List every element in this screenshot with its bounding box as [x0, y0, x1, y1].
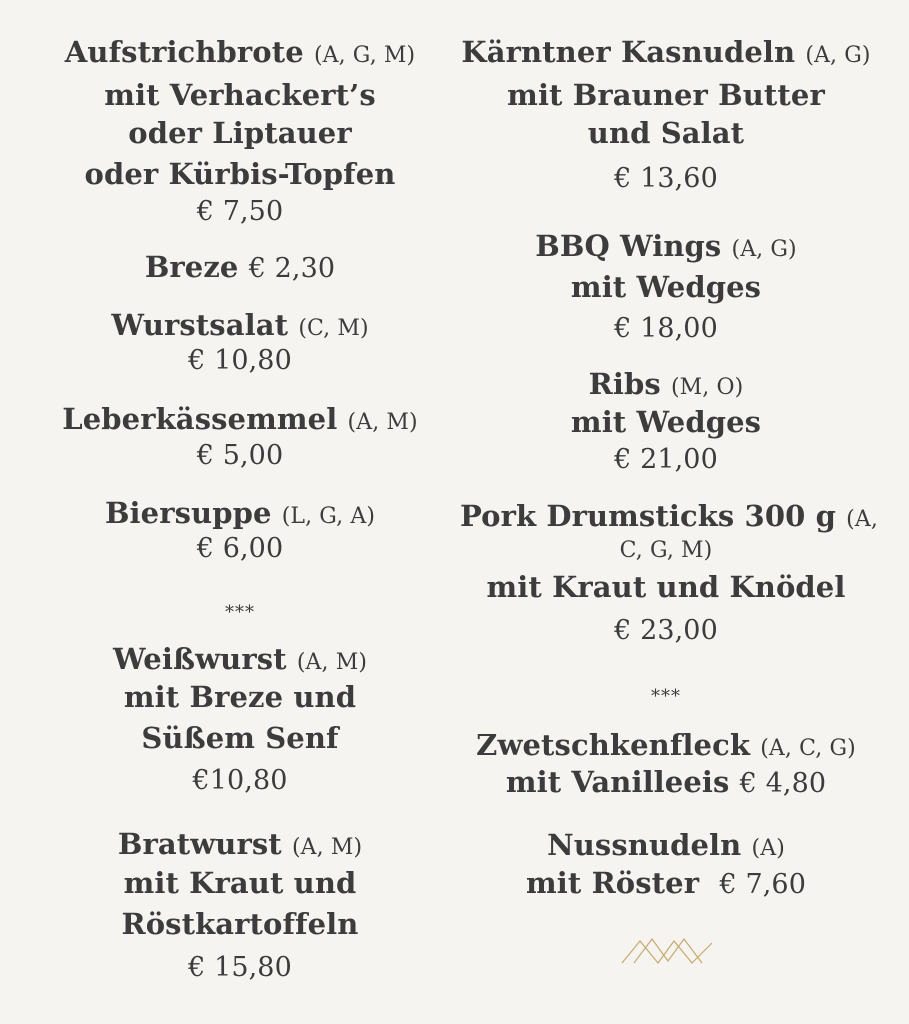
menu-item-description: oder Kürbis-Topfen [84, 157, 396, 191]
menu-item-title: Weißwurst (A, M) [112, 642, 368, 676]
menu-item-title: Ribs (M, O) [588, 367, 744, 401]
menu-item-title: Zwetschkenfleck (A, C, G) [476, 728, 856, 762]
menu-item-title: Kärntner Kasnudeln (A, G) [461, 35, 871, 69]
menu-item-title: BBQ Wings (A, G) [535, 229, 797, 263]
menu-item-description: mit Breze und [123, 680, 357, 714]
allergen-codes: (M, O) [671, 375, 744, 400]
menu-item-description: mit Wedges [570, 405, 762, 439]
allergen-codes: (A, C, G) [760, 736, 856, 761]
mountain-ornament-icon [620, 933, 714, 967]
section-separator: *** [225, 602, 255, 623]
allergen-codes: (A, M) [291, 835, 363, 860]
menu-item-description: mit Verhackert’s [104, 78, 376, 112]
menu-item-price: € 21,00 [614, 444, 718, 475]
menu-item-description: mit Kraut und Knödel [486, 570, 846, 604]
menu-item-title: Pork Drumsticks 300 g (A, [460, 499, 878, 533]
menu-item-price: € 23,00 [614, 615, 718, 646]
section-separator: *** [651, 686, 681, 707]
menu-item-price: € 6,00 [196, 533, 284, 564]
menu-item-description: Süßem Senf [141, 721, 339, 755]
allergen-codes: C, G, M) [619, 538, 713, 563]
menu-item-description: mit Wedges [570, 270, 762, 304]
allergen-codes: (A, [846, 507, 878, 532]
menu-item-title: Nussnudeln (A) [547, 828, 785, 862]
menu-item-price: € 18,00 [614, 313, 718, 344]
menu-item-description: oder Liptauer [128, 116, 352, 150]
menu-item-description: Röstkartoffeln [121, 907, 359, 941]
allergen-codes: (A, G) [731, 237, 797, 262]
allergen-codes: (A, G) [805, 43, 871, 68]
ornament-line-2 [634, 939, 702, 963]
allergen-codes: (L, G, A) [281, 504, 376, 529]
menu-item-description: mit Röster € 7,60 [526, 866, 806, 900]
menu-item-price: € 13,60 [614, 163, 718, 194]
menu-item-price: € 2,30 [248, 253, 336, 284]
allergen-codes: (A) [751, 836, 785, 861]
menu-item-title: Bratwurst (A, M) [117, 827, 363, 861]
menu-item-price: € 7,60 [719, 869, 806, 900]
menu-item-title: Biersuppe (L, G, A) [104, 496, 376, 530]
menu-item-price: € 15,80 [188, 952, 292, 983]
menu-item-price: € 5,00 [196, 440, 284, 471]
menu-item-description: mit Kraut und [123, 866, 357, 900]
allergen-codes: (A, M) [296, 650, 368, 675]
allergen-codes: (A, M) [347, 410, 418, 435]
menu-item-price: € 4,80 [739, 768, 827, 799]
menu-item-title: Breze € 2,30 [144, 250, 336, 284]
menu-item-title: Leberkässemmel (A, M) [62, 402, 418, 436]
allergen-codes: (C, M) [298, 316, 369, 341]
menu-item-price: € 7,50 [196, 196, 284, 227]
menu-item-price: €10,80 [192, 765, 288, 796]
menu-item-description: mit Vanilleeis € 4,80 [505, 765, 827, 799]
menu-item-description: und Salat [587, 116, 745, 150]
menu-item-description: mit Brauner Butter [507, 78, 825, 112]
menu-item-price: € 10,80 [188, 345, 292, 376]
menu-item-title: Aufstrichbrote (A, G, M) [64, 35, 416, 69]
allergen-codes: (A, G, M) [313, 43, 416, 68]
menu-item-title: Wurstsalat (C, M) [111, 308, 369, 342]
